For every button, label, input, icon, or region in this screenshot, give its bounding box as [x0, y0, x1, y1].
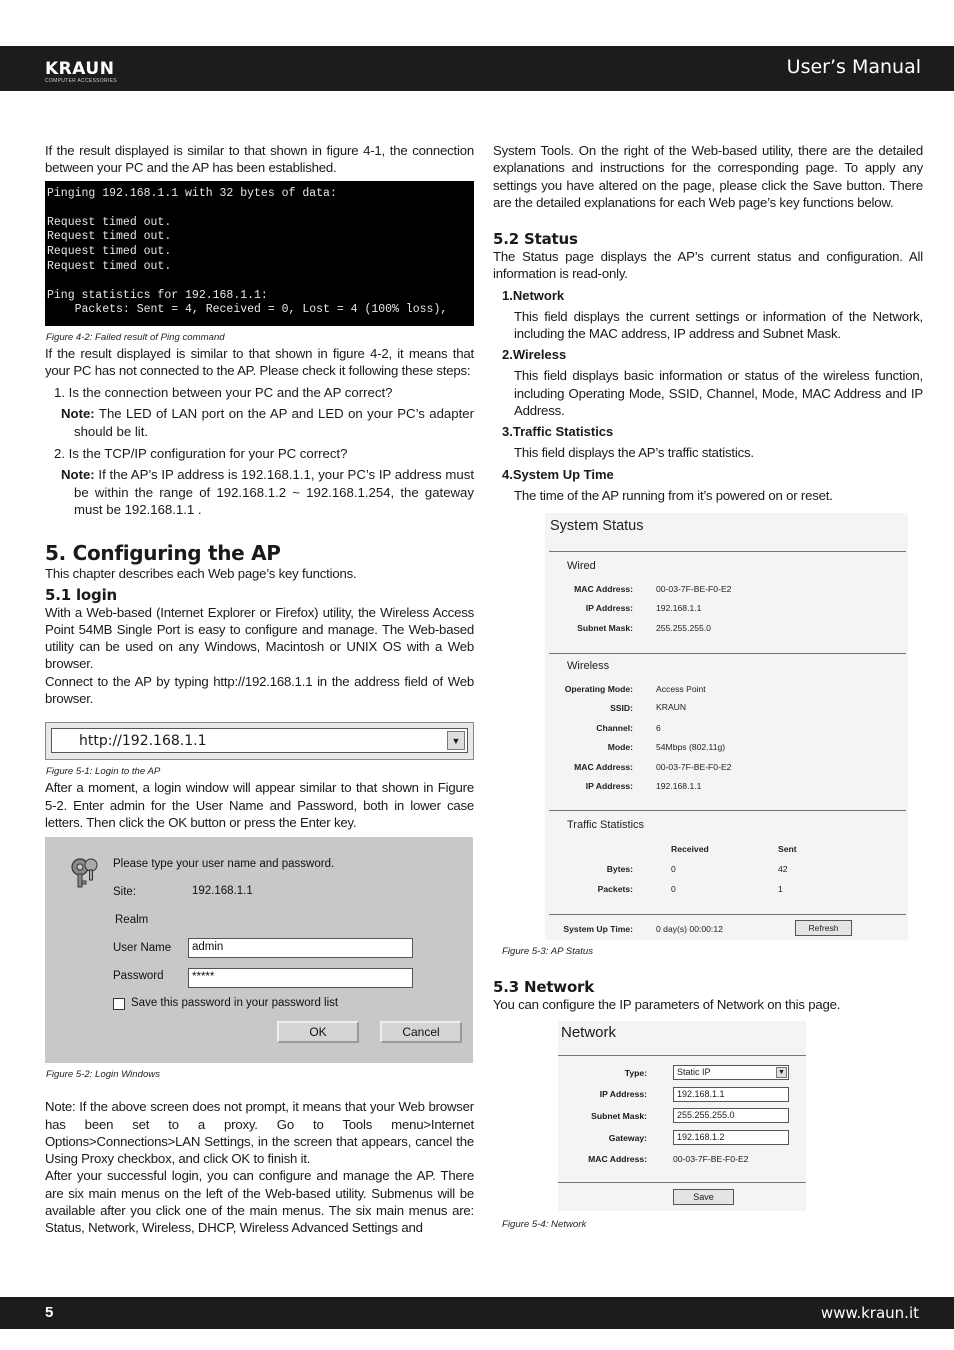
list-item-body: This field displays basic information or status of the wireless function, including Operating Mode, SSID, Channel, Mode, MAC Address and IP Address. [514, 368, 923, 418]
list-item-title: 2.Wireless [502, 347, 567, 363]
note [53, 466, 474, 518]
divider [549, 810, 906, 811]
console-line: Request timed out. [47, 215, 172, 229]
paragraph: You can configure the IP parameters of Network on this page. [493, 996, 841, 1012]
system-status-screenshot [545, 513, 908, 940]
ok-button[interactable]: OK [277, 1021, 359, 1043]
field-label: Type: [624, 1068, 647, 1079]
column-header: Received [671, 843, 709, 854]
figure-caption: Figure 5-3: AP Status [502, 945, 594, 957]
paragraph: After your successful login, you can configure and manage the AP. There are six main menus on the left of the Web-based utility. Submenus will be available after you click one of the main menus. The six main menus are: Status, Network, Wireless, DHCP, Wireless Advanced Settings and [45, 1168, 474, 1236]
field-label: Mode: [607, 741, 633, 752]
header-bar [0, 46, 954, 91]
page-number: 5 [45, 1304, 54, 1321]
brand-logo: KRAUN [45, 59, 115, 79]
note [53, 405, 474, 440]
footer-bar [0, 1297, 954, 1329]
field-value: 0 [671, 883, 676, 894]
keys-icon [67, 855, 103, 891]
field-value: 0 day(s) 00:00:12 [656, 923, 723, 934]
list-item-title: 4.System Up Time [502, 466, 614, 482]
step-item: 2. Is the TCP/IP configuration for your PC correct? [54, 446, 348, 462]
realm-label: Realm [115, 914, 149, 927]
password-input[interactable]: ***** [188, 968, 413, 988]
field-label: IP Address: [599, 1089, 647, 1100]
ping-console [45, 181, 474, 326]
field-label: Subnet Mask: [591, 1111, 647, 1122]
divider [549, 914, 906, 915]
mac-address-value: 00-03-7F-BE-F0-E2 [673, 1154, 749, 1165]
paragraph: With a Web-based (Internet Explorer or Firefox) utility, the Wireless Access Point 54MB Single Port is easy to configure and manage. The Web-based utility can be used on any Windows, Macintosh or UNIX OS with a Web browser. [45, 604, 474, 672]
field-label: Bytes: [606, 863, 633, 874]
list-item-body: The time of the AP running from it’s powered on or reset. [514, 487, 833, 503]
field-value: KRAUN [656, 701, 687, 712]
console-line: Ping statistics for 192.168.1.1: [47, 288, 268, 302]
list-item-body: This field displays the current settings or information of the Network, including the MAC address, IP address and Subnet Mask. [514, 308, 923, 342]
field-label: Packets: [597, 883, 633, 894]
figure-caption: Figure 5-1: Login to the AP [46, 766, 161, 778]
field-label: MAC Address: [574, 583, 633, 594]
note-text: If the AP’s IP address is 192.168.1.1, your PC’s IP address must be within the range of 192.168.1.2 ~ 192.168.1.254, the gateway must be 192.168.1.1 . [74, 467, 474, 517]
paragraph: This chapter describes each Web page’s key functions. [45, 566, 357, 582]
field-label: IP Address: [585, 602, 633, 613]
paragraph: Note: If the above screen does not prompt, it means that your Web browser has been set to a proxy. Go to Tools menu>Internet Options>Connections>LAN Settings, in the screen that appears, cancel the Using Proxy checkbox, and click OK to finish it. [45, 1099, 474, 1167]
network-settings-screenshot [558, 1021, 806, 1211]
list-item-body: This field displays the AP’s traffic statistics. [514, 445, 754, 461]
paragraph: If the result displayed is similar to that shown in figure 4-1, the connection between your PC and the AP has been established. [45, 143, 474, 176]
console-line: Pinging 192.168.1.1 with 32 bytes of data: [47, 186, 337, 200]
traffic-heading: Traffic Statistics [567, 818, 645, 831]
gateway-input[interactable]: 192.168.1.2 [673, 1130, 789, 1145]
figure-caption: Figure 5-2: Login Windows [46, 1069, 161, 1081]
list-item-title: 1.Network [502, 287, 565, 303]
save-password-label: Save this password in your password list [131, 997, 339, 1010]
field-value: 00-03-7F-BE-F0-E2 [656, 761, 732, 772]
field-value: 255.255.255.0 [656, 622, 711, 633]
section-heading: 5.2 Status [493, 230, 578, 249]
dropdown-arrow-icon[interactable]: ▼ [447, 731, 465, 750]
ip-address-input[interactable]: 192.168.1.1 [673, 1087, 789, 1102]
section-heading: 5.3 Network [493, 977, 595, 996]
step-item: 1. Is the connection between your PC and the AP correct? [54, 385, 393, 401]
browser-address-bar [45, 722, 474, 760]
section-heading: 5. Configuring the AP [45, 541, 281, 566]
field-value: 0 [671, 863, 676, 874]
field-label: IP Address: [585, 780, 633, 791]
divider [549, 551, 906, 552]
field-value: 1 [778, 883, 783, 894]
field-label: Gateway: [608, 1133, 647, 1144]
subnet-mask-input[interactable]: 255.255.255.0 [673, 1108, 789, 1123]
list-item-title: 3.Traffic Statistics [502, 424, 614, 440]
login-dialog [45, 837, 473, 1063]
field-value: 00-03-7F-BE-F0-E2 [656, 583, 732, 594]
field-label: System Up Time: [563, 923, 633, 934]
username-label: User Name [113, 942, 172, 955]
address-field[interactable] [51, 728, 468, 753]
paragraph: If the result displayed is similar to that shown in figure 4-2, it means that your PC has not connected to the AP. Please check it following these steps: [45, 345, 474, 378]
dialog-prompt: Please type your user name and password. [113, 858, 335, 871]
note-label: Note: [61, 406, 95, 422]
field-label: Operating Mode: [564, 683, 633, 694]
field-label: Subnet Mask: [577, 622, 633, 633]
site-label: Site: [113, 886, 137, 899]
field-value: 54Mbps (802.11g) [656, 741, 726, 752]
save-password-checkbox[interactable] [113, 998, 125, 1010]
divider [558, 1055, 806, 1056]
field-value: Access Point [656, 683, 706, 694]
status-title: System Status [550, 517, 644, 534]
field-value: 192.168.1.1 [656, 780, 702, 791]
field-label: SSID: [610, 702, 633, 713]
console-line: Request timed out. [47, 230, 172, 244]
note-label: Note: [61, 467, 95, 483]
section-heading: 5.1 login [45, 585, 117, 604]
wired-heading: Wired [567, 559, 596, 572]
left-column [45, 142, 474, 1237]
manual-title: User’s Manual [786, 56, 921, 78]
website-link[interactable]: www.kraun.it [820, 1304, 919, 1322]
save-button[interactable]: Save [673, 1189, 734, 1205]
field-value: 42 [778, 863, 788, 874]
cancel-button[interactable]: Cancel [380, 1021, 462, 1043]
note-text: The LED of LAN port on the AP and LED on your PC’s adapter should be lit. [74, 406, 474, 439]
address-text: http://192.168.1.1 [79, 733, 207, 750]
paragraph: Connect to the AP by typing http://192.168.1.1 in the address field of Web browser. [45, 673, 474, 707]
field-value: 6 [656, 722, 661, 733]
console-line [47, 201, 472, 216]
console-line [47, 274, 472, 289]
column-header: Sent [778, 843, 797, 854]
type-select-value: Static IP [677, 1067, 711, 1078]
paragraph: The Status page displays the AP’s current status and configuration. All information is read-only. [493, 249, 923, 282]
site-value: 192.168.1.1 [192, 885, 253, 898]
right-column [493, 142, 923, 1232]
paragraph: System Tools. On the right of the Web-based utility, there are the detailed explanations and instructions for the corresponding page. To apply any settings you have altered on the page, please click the Save button. There are the detailed explanations for each Web page’s key functions below. [493, 143, 923, 210]
field-label: Channel: [596, 722, 633, 733]
chevron-down-icon[interactable]: ▼ [776, 1067, 787, 1078]
figure-caption: Figure 5-4: Network [502, 1219, 587, 1231]
figure-caption: Figure 4-2: Failed result of Ping command [46, 331, 225, 343]
paragraph: After a moment, a login window will appear similar to that shown in Figure 5-2. Enter admin for the User Name and Password, both in lower case letters. Then click the OK button or press the Enter key. [45, 780, 474, 830]
console-line: Request timed out. [47, 244, 172, 258]
username-input[interactable]: admin [188, 938, 413, 958]
field-label: MAC Address: [588, 1154, 647, 1165]
field-label: MAC Address: [574, 761, 633, 772]
network-title: Network [561, 1024, 617, 1042]
refresh-button[interactable]: Refresh [795, 920, 852, 936]
field-value: 192.168.1.1 [656, 602, 702, 613]
status-items-list [493, 287, 923, 504]
wireless-heading: Wireless [567, 659, 610, 672]
divider [549, 653, 906, 654]
password-label: Password [113, 970, 164, 983]
console-line: Packets: Sent = 4, Received = 0, Lost = 4 (100% loss), [47, 303, 448, 317]
divider [558, 1182, 806, 1183]
type-select[interactable] [673, 1065, 789, 1080]
brand-tagline: COMPUTER ACCESSORIES [45, 78, 117, 84]
console-line: Request timed out. [47, 259, 172, 273]
